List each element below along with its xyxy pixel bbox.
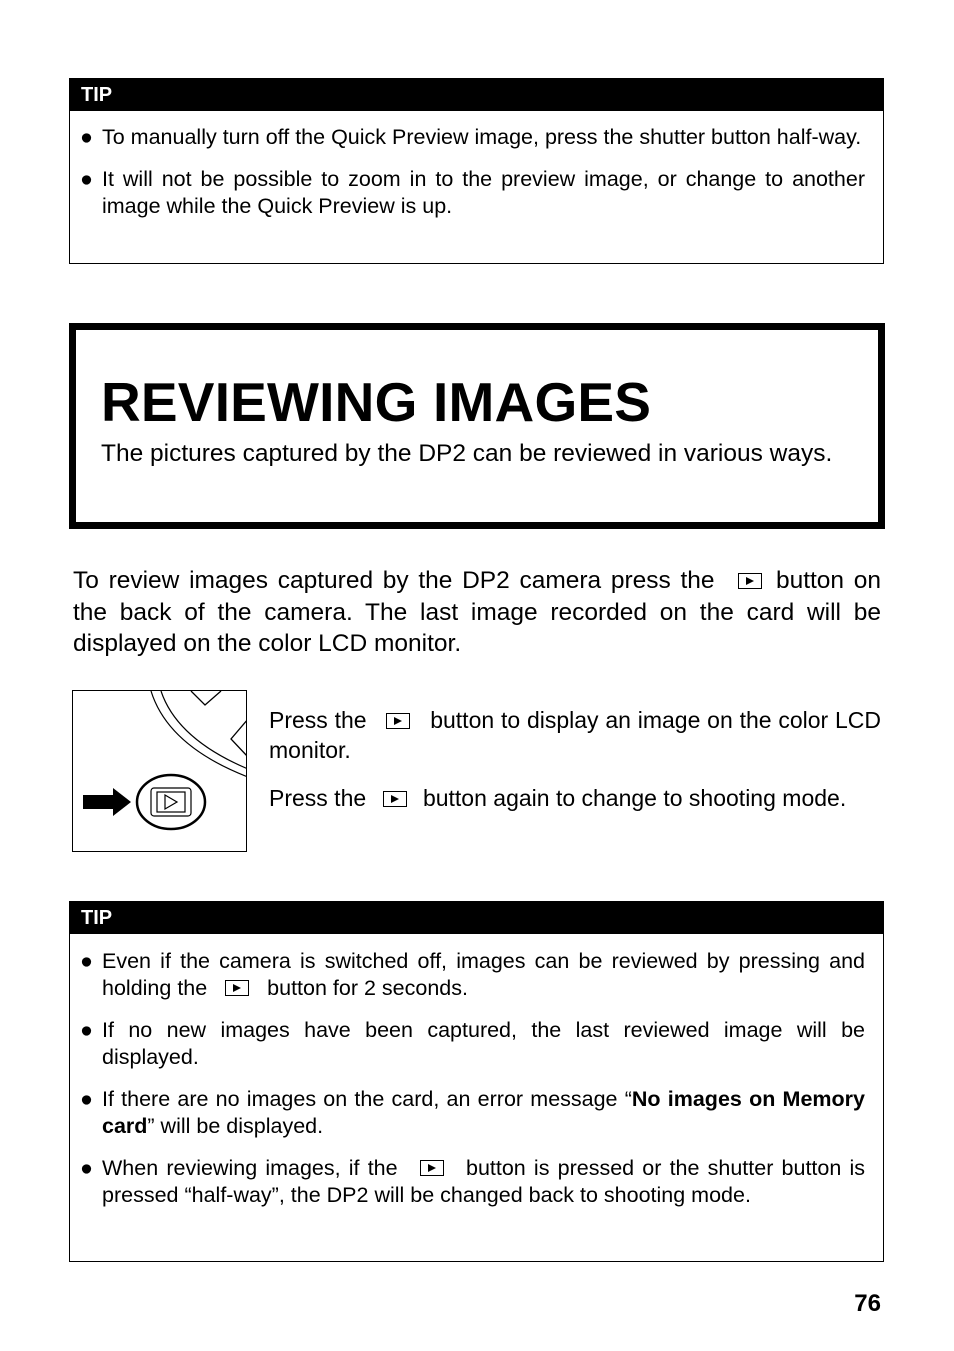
bullet-icon: ● <box>80 1156 93 1180</box>
intro-text-start: To review images captured by the DP2 camera press the <box>73 567 715 594</box>
section-subtitle: The pictures captured by the DP2 can be reviewed in various ways. <box>101 440 833 467</box>
playback-button-icon <box>383 791 407 807</box>
instruction-text <box>269 705 881 831</box>
page-number: 76 <box>854 1290 881 1317</box>
tip-item: ● If no new images have been captured, the last reviewed image will be displayed. <box>80 1018 865 1069</box>
tip-item <box>80 166 865 220</box>
tip-body <box>70 934 883 1223</box>
camera-back-diagram <box>73 691 247 852</box>
tip-item: ● When reviewing images, if the button is pressed or the shutter button is pressed “half-way”, the DP2 will be changed back to shooting mode. <box>80 1156 866 1207</box>
intro-paragraph <box>73 565 881 660</box>
instruction-paragraph: Press the button again to change to shooting mode. <box>269 785 847 811</box>
intro-text-end: button on the back of the camera. The last image recorded on the card will be displayed on the color LCD monitor. <box>73 567 882 657</box>
bullet-icon: ● <box>80 949 93 973</box>
camera-button-illustration <box>72 690 247 852</box>
bullet-icon: ● <box>80 1018 93 1042</box>
tip-item: ● Even if the camera is switched off, images can be reviewed by pressing and holding the button for 2 seconds. <box>80 949 865 1000</box>
playback-button-icon <box>386 713 410 729</box>
tip-body <box>70 111 883 234</box>
tip-item-text: To manually turn off the Quick Preview image, press the shutter button half-way. <box>102 125 862 149</box>
tip-header: TIP <box>70 902 883 934</box>
tip-item-text: It will not be possible to zoom in to the preview image, or change to another image while the Quick Preview is up. <box>102 167 865 218</box>
tip-item <box>80 124 865 151</box>
tip-box-top <box>69 78 884 264</box>
tip-header: TIP <box>70 79 883 111</box>
bullet-icon: ● <box>80 1087 93 1111</box>
tip-item: ● If there are no images on the card, an error message “No images on Memory card” will be displayed. <box>80 1087 865 1138</box>
bullet-icon: ● <box>80 125 93 149</box>
bullet-icon: ● <box>80 167 93 191</box>
playback-button-icon <box>420 1160 444 1176</box>
instruction-paragraph: Press the button to display an image on the color LCD monitor. <box>269 707 882 763</box>
playback-button-icon <box>738 573 762 589</box>
error-message-text: No images on Memory card <box>102 1087 865 1138</box>
playback-button-icon <box>225 980 249 996</box>
tip-box-bottom <box>69 901 884 1262</box>
section-title: REVIEWING IMAGES <box>101 371 652 433</box>
section-heading-box <box>69 323 885 529</box>
